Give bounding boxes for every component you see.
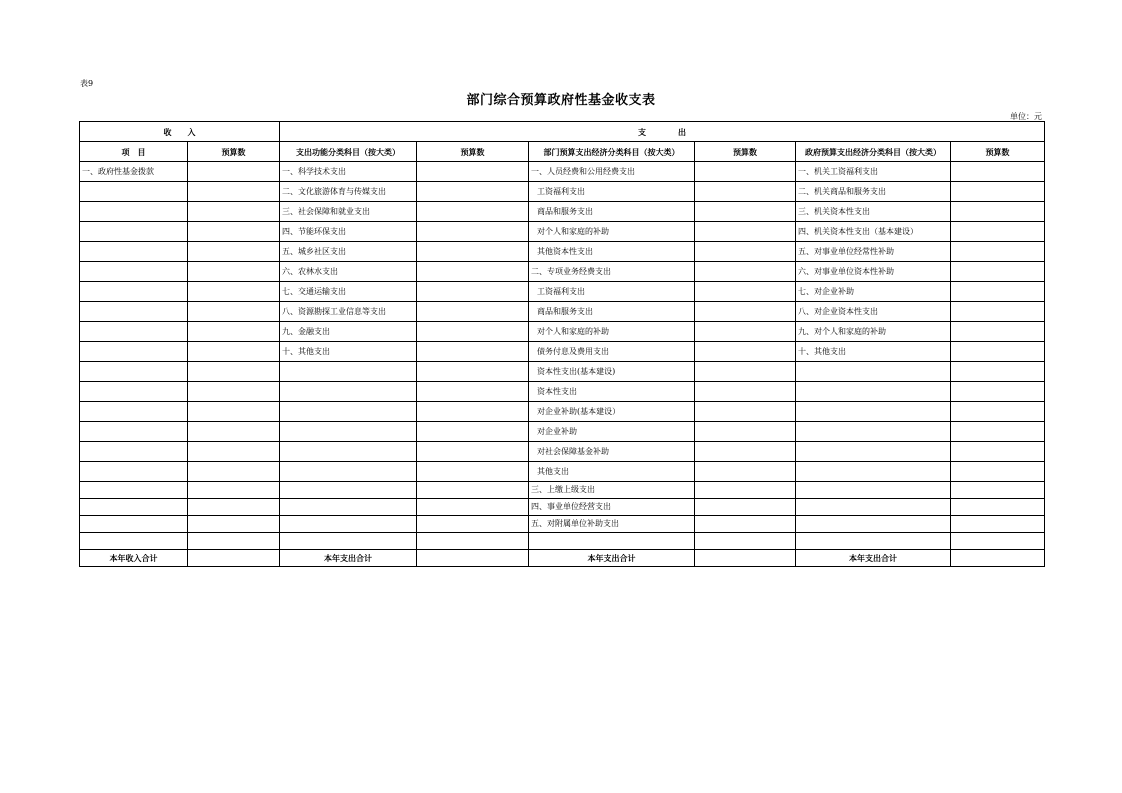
table-cell bbox=[280, 362, 417, 382]
table-cell bbox=[951, 322, 1045, 342]
table-row bbox=[80, 442, 1045, 462]
table-cell bbox=[280, 402, 417, 422]
table-cell: 二、机关商品和服务支出 bbox=[796, 182, 951, 202]
table-row bbox=[80, 462, 1045, 482]
table-cell bbox=[695, 302, 796, 322]
table-cell bbox=[280, 533, 417, 550]
table-cell bbox=[417, 499, 529, 516]
table-cell bbox=[280, 442, 417, 462]
table-row bbox=[80, 222, 1045, 242]
table-row bbox=[80, 382, 1045, 402]
table-cell bbox=[695, 442, 796, 462]
table-cell: 其他资本性支出 bbox=[529, 242, 695, 262]
table-cell bbox=[529, 533, 695, 550]
table-cell bbox=[188, 382, 280, 402]
table-cell bbox=[80, 242, 188, 262]
table-row bbox=[80, 282, 1045, 302]
table-cell: 四、节能环保支出 bbox=[280, 222, 417, 242]
table-row bbox=[80, 499, 1045, 516]
table-cell: 对企业补助 bbox=[529, 422, 695, 442]
table-cell: 五、对事业单位经常性补助 bbox=[796, 242, 951, 262]
table-cell bbox=[188, 422, 280, 442]
table-cell: 工资福利支出 bbox=[529, 182, 695, 202]
table-cell bbox=[417, 182, 529, 202]
table-cell bbox=[695, 362, 796, 382]
income-header: 收 入 bbox=[80, 122, 280, 142]
table-cell: 五、城乡社区支出 bbox=[280, 242, 417, 262]
expense-header: 支 出 bbox=[280, 122, 1045, 142]
table-cell bbox=[188, 462, 280, 482]
table-cell: 二、文化旅游体育与传媒支出 bbox=[280, 182, 417, 202]
table-cell bbox=[80, 402, 188, 422]
table-row bbox=[80, 322, 1045, 342]
table-cell bbox=[280, 516, 417, 533]
table-cell: 十、其他支出 bbox=[796, 342, 951, 362]
totals-cell bbox=[951, 550, 1045, 567]
totals-cell: 本年支出合计 bbox=[280, 550, 417, 567]
table-row bbox=[80, 162, 1045, 182]
table-cell bbox=[796, 499, 951, 516]
table-cell bbox=[417, 262, 529, 282]
table-row bbox=[80, 422, 1045, 442]
table-row bbox=[80, 262, 1045, 282]
table-cell bbox=[80, 422, 188, 442]
column-header: 预算数 bbox=[695, 142, 796, 162]
table-cell bbox=[188, 242, 280, 262]
table-cell bbox=[951, 442, 1045, 462]
table-cell bbox=[951, 499, 1045, 516]
table-cell bbox=[188, 516, 280, 533]
table-cell: 一、政府性基金拨款 bbox=[80, 162, 188, 182]
table-cell: 六、对事业单位资本性补助 bbox=[796, 262, 951, 282]
table-cell bbox=[80, 362, 188, 382]
table-cell bbox=[80, 462, 188, 482]
table-cell bbox=[188, 262, 280, 282]
table-cell: 对社会保障基金补助 bbox=[529, 442, 695, 462]
table-cell bbox=[188, 162, 280, 182]
table-cell bbox=[280, 462, 417, 482]
table-cell bbox=[951, 182, 1045, 202]
table-cell bbox=[188, 482, 280, 499]
column-header: 预算数 bbox=[188, 142, 280, 162]
table-cell bbox=[695, 342, 796, 362]
column-header: 部门预算支出经济分类科目（按大类） bbox=[529, 142, 695, 162]
table-cell bbox=[188, 533, 280, 550]
table-cell bbox=[188, 342, 280, 362]
table-cell bbox=[695, 242, 796, 262]
table-cell: 二、专项业务经费支出 bbox=[529, 262, 695, 282]
table-row bbox=[80, 242, 1045, 262]
table-cell bbox=[80, 322, 188, 342]
table-cell bbox=[188, 362, 280, 382]
table-cell bbox=[695, 482, 796, 499]
table-cell bbox=[188, 282, 280, 302]
table-cell: 三、上缴上级支出 bbox=[529, 482, 695, 499]
table-cell bbox=[80, 499, 188, 516]
table-cell bbox=[796, 482, 951, 499]
column-header: 支出功能分类科目（按大类） bbox=[280, 142, 417, 162]
table-cell bbox=[188, 442, 280, 462]
table-cell bbox=[951, 302, 1045, 322]
table-cell: 工资福利支出 bbox=[529, 282, 695, 302]
table-cell: 九、金融支出 bbox=[280, 322, 417, 342]
totals-cell: 本年支出合计 bbox=[529, 550, 695, 567]
table-cell bbox=[951, 462, 1045, 482]
table-cell bbox=[80, 482, 188, 499]
table-cell bbox=[417, 516, 529, 533]
table-cell bbox=[417, 382, 529, 402]
table-cell bbox=[188, 182, 280, 202]
table-row bbox=[80, 516, 1045, 533]
table-cell bbox=[188, 499, 280, 516]
table-cell: 四、事业单位经营支出 bbox=[529, 499, 695, 516]
table-cell: 六、农林水支出 bbox=[280, 262, 417, 282]
table-row bbox=[80, 342, 1045, 362]
table-cell: 资本性支出 bbox=[529, 382, 695, 402]
table-cell bbox=[951, 516, 1045, 533]
table-cell bbox=[796, 462, 951, 482]
column-header: 项 目 bbox=[80, 142, 188, 162]
totals-row bbox=[80, 550, 1045, 567]
table-cell bbox=[417, 202, 529, 222]
table-cell bbox=[951, 362, 1045, 382]
table-cell bbox=[796, 533, 951, 550]
table-cell bbox=[417, 222, 529, 242]
table-cell bbox=[951, 342, 1045, 362]
table-cell bbox=[796, 516, 951, 533]
table-cell bbox=[695, 422, 796, 442]
table-cell bbox=[695, 516, 796, 533]
table-cell bbox=[188, 322, 280, 342]
table-cell bbox=[280, 422, 417, 442]
table-cell bbox=[80, 302, 188, 322]
table-cell bbox=[951, 482, 1045, 499]
table-cell bbox=[951, 222, 1045, 242]
table-cell bbox=[280, 482, 417, 499]
table-cell bbox=[695, 162, 796, 182]
table-cell: 对个人和家庭的补助 bbox=[529, 322, 695, 342]
table-cell bbox=[951, 242, 1045, 262]
table-cell bbox=[417, 402, 529, 422]
table-row bbox=[80, 182, 1045, 202]
totals-cell bbox=[188, 550, 280, 567]
table-cell: 一、人员经费和公用经费支出 bbox=[529, 162, 695, 182]
table-cell bbox=[280, 382, 417, 402]
table-cell bbox=[188, 302, 280, 322]
table-cell: 四、机关资本性支出（基本建设） bbox=[796, 222, 951, 242]
table-cell: 九、对个人和家庭的补助 bbox=[796, 322, 951, 342]
table-cell bbox=[951, 533, 1045, 550]
table-cell bbox=[796, 362, 951, 382]
table-cell bbox=[80, 262, 188, 282]
table-cell bbox=[417, 533, 529, 550]
table-cell bbox=[280, 499, 417, 516]
table-cell bbox=[417, 282, 529, 302]
table-cell bbox=[695, 462, 796, 482]
table-cell bbox=[695, 202, 796, 222]
totals-cell bbox=[695, 550, 796, 567]
column-header: 政府预算支出经济分类科目（按大类） bbox=[796, 142, 951, 162]
table-cell bbox=[796, 442, 951, 462]
table-cell: 一、机关工资福利支出 bbox=[796, 162, 951, 182]
budget-table bbox=[79, 121, 1045, 567]
table-cell bbox=[80, 516, 188, 533]
table-cell bbox=[188, 202, 280, 222]
table-cell bbox=[951, 402, 1045, 422]
table-cell: 三、社会保障和就业支出 bbox=[280, 202, 417, 222]
totals-cell bbox=[417, 550, 529, 567]
table-cell: 对个人和家庭的补助 bbox=[529, 222, 695, 242]
column-header: 预算数 bbox=[951, 142, 1045, 162]
table-cell bbox=[951, 162, 1045, 182]
table-cell bbox=[80, 442, 188, 462]
table-cell bbox=[417, 462, 529, 482]
table-cell bbox=[80, 222, 188, 242]
table-cell bbox=[417, 302, 529, 322]
table-cell bbox=[80, 533, 188, 550]
table-cell bbox=[695, 282, 796, 302]
table-cell bbox=[951, 262, 1045, 282]
table-cell bbox=[951, 382, 1045, 402]
table-number-label: 表9 bbox=[80, 79, 94, 88]
table-cell bbox=[417, 362, 529, 382]
unit-label: 单位：元 bbox=[1010, 112, 1042, 121]
column-header: 预算数 bbox=[417, 142, 529, 162]
table-cell: 五、对附属单位补助支出 bbox=[529, 516, 695, 533]
table-cell: 对企业补助(基本建设） bbox=[529, 402, 695, 422]
table-cell bbox=[695, 402, 796, 422]
table-cell bbox=[188, 402, 280, 422]
table-cell bbox=[417, 162, 529, 182]
table-cell bbox=[695, 222, 796, 242]
table-cell bbox=[80, 382, 188, 402]
table-cell bbox=[80, 282, 188, 302]
table-cell: 十、其他支出 bbox=[280, 342, 417, 362]
table-row bbox=[80, 402, 1045, 422]
table-cell bbox=[80, 182, 188, 202]
table-cell bbox=[951, 202, 1045, 222]
table-cell: 七、交通运输支出 bbox=[280, 282, 417, 302]
table-cell: 三、机关资本性支出 bbox=[796, 202, 951, 222]
table-cell: 商品和服务支出 bbox=[529, 202, 695, 222]
table-row bbox=[80, 302, 1045, 322]
table-cell bbox=[80, 202, 188, 222]
table-cell: 七、对企业补助 bbox=[796, 282, 951, 302]
table-row bbox=[80, 533, 1045, 550]
table-cell bbox=[417, 422, 529, 442]
table-cell bbox=[417, 342, 529, 362]
table-cell bbox=[695, 499, 796, 516]
table-cell bbox=[417, 482, 529, 499]
totals-cell: 本年支出合计 bbox=[796, 550, 951, 567]
table-cell: 八、资源勘探工业信息等支出 bbox=[280, 302, 417, 322]
table-cell bbox=[796, 382, 951, 402]
table-cell bbox=[80, 342, 188, 362]
table-cell: 债务付息及费用支出 bbox=[529, 342, 695, 362]
table-cell: 资本性支出(基本建设) bbox=[529, 362, 695, 382]
table-cell bbox=[796, 422, 951, 442]
table-cell bbox=[695, 182, 796, 202]
table-row bbox=[80, 482, 1045, 499]
table-cell bbox=[695, 533, 796, 550]
table-cell: 一、科学技术支出 bbox=[280, 162, 417, 182]
table-cell bbox=[695, 322, 796, 342]
table-cell bbox=[695, 382, 796, 402]
table-cell: 其他支出 bbox=[529, 462, 695, 482]
totals-cell: 本年收入合计 bbox=[80, 550, 188, 567]
table-cell bbox=[796, 402, 951, 422]
table-cell bbox=[695, 262, 796, 282]
table-row bbox=[80, 202, 1045, 222]
table-row bbox=[80, 362, 1045, 382]
table-cell bbox=[188, 222, 280, 242]
table-cell bbox=[417, 322, 529, 342]
table-cell: 八、对企业资本性支出 bbox=[796, 302, 951, 322]
page-title: 部门综合预算政府性基金收支表 bbox=[466, 93, 656, 108]
table-cell bbox=[417, 442, 529, 462]
table-cell bbox=[951, 282, 1045, 302]
table-cell bbox=[951, 422, 1045, 442]
table-cell: 商品和服务支出 bbox=[529, 302, 695, 322]
table-cell bbox=[417, 242, 529, 262]
